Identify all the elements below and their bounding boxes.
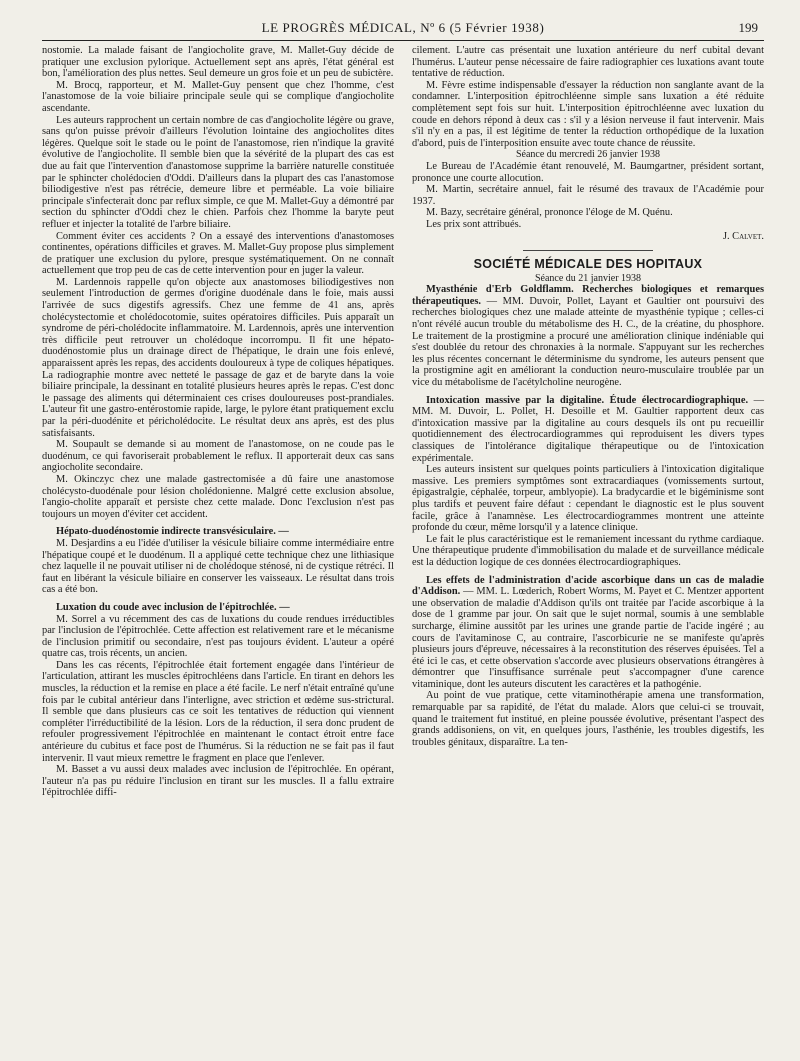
author-signature: J. Calvet. [722,230,764,242]
paragraph: Le fait le plus caractéristique est le remaniement incessant du rythme cardiaque. Une thérapeutique prudente d'immobilisation du malade et de surveillance médicale est la déduction logique de ces données électrocardiographiques. [412,533,764,568]
paragraph: M. Brocq, rapporteur, et M. Mallet-Guy pensent que chez l'homme, c'est l'anastomose de la voie biliaire principale seule qui se complique d'angiocholite ascendante. [42,79,394,114]
paragraph: M. Bazy, secrétaire général, prononce l'éloge de M. Quénu. [426,207,673,219]
journal-page [0,6,800,1061]
paragraph: M. Martin, secrétaire annuel, fait le résumé des travaux de l'Académie pour 1937. [412,184,764,207]
header-rule [42,40,764,41]
running-title: LE PROGRÈS MÉDICAL, Nº 6 (5 Février 1938) [261,20,545,35]
paragraph-text: — MM. L. Lœderich, Robert Worms, M. Payet et C. Mentzer apportent une observation de maladie d'Addison qu'ils ont traitée par l'acide ascorbique à la dose de 1 gramme par jour. On sait que le sujet normal, soumis à une semblable surcharge, élimine aussitôt par les urines une grande partie de l'acide ingéré ; au cours de l'avitaminose C, au contraire, l'ascorbicurie ne se manifeste qu'après plusieurs jours d'épreuve, nécessaires à la reconstitution des réserves épuisées. Tel a été ici le cas, et cette observation s'accorde avec plusieurs observations étrangères à démontrer que l'insuffisance surrénale peut s'accompagner d'une carence vitaminique, dont les auteurs discutent les caractères et la pathogénie. [412,586,764,690]
session-date: Séance du 21 janvier 1938 [534,272,642,284]
section-heading: Luxation du coude avec inclusion de l'épitrochlée. — [56,601,290,613]
paragraph: M. Lardennois rappelle qu'on objecte aux anastomoses biliodigestives non seulement l'introduction de germes d'origine duodénale dans le foie, mais aussi l'arrivée de sucs digestifs agressifs. Chez une femme de 41 ans, après cholécystectomie et cholédocotomie, suites opératoires difficiles. Puis apparaît un syndrome de péri-cholédocite inflammatoire. M. Lardennois, après une intervention très difficile peut retrouver un cholédoque incorrompu. Il fit une hépato-duodénostomie plus un drainage direct de l'hépatique, le drain une fois enlevé, apparaissent après les repas, des accidents douloureux à type de coliques hépatiques. La radiographie montre avec netteté le passage de gaz et de baryte dans la voie biliaire principale, la dessinant en totalité plusieurs heures après le repas. C'est donc le passage des aliments qui déterminaient ces crises douloureuses post-prandiales. L'auteur fit une gastro-entérostomie rapide, large, le pylore étant pratiquement exclu par la péri-duodénite et péricholédocite. Le résultat deux ans après, est des plus satisfaisants. [42,276,394,439]
session-date: Séance du mercredi 26 janvier 1938 [515,149,661,161]
page-header [42,6,764,40]
paragraph: cilement. L'autre cas présentait une luxation antérieure du nerf cubital devant l'humérus. L'auteur pense nécessaire de faire radiographier ces luxations avant toute tentative de réduction. [412,45,764,80]
paragraph: Les auteurs rapprochent un certain nombre de cas d'angiocholite légère ou grave, sans qu'on puisse prévoir d'ailleurs l'évolution lointaine des angiocholites dites légères. Quelque soit le stade ou le point de l'anastomose, rien n'indique la gravité évolutive de l'angiocholite. Il semble bien que la sévérité de la plupart des cas est due au fait que l'intervention d'anastomose supprime la barrière naturelle constituée par le sphincter cholédocien d'Oddi. D'ailleurs dans la plupart des cas l'anastomose biliodigestive n'est pas rétrécie, demeure libre et perméable. La voie biliaire principale s'infecterait donc par reflux simple, ce que M. Mallet-Guy a démontré par section du sphincter d'Oddi chez le chien. Parfois chez l'homme la baryte peut refluer et injecter la totalité de l'arbre biliaire. [42,114,394,230]
section-heading: Myasthénie d'Erb Goldflamm. Recherches biologiques et remarques thérapeutiques. [412,284,764,307]
paragraph-text: — MM. Duvoir, Pollet, Layant et Gaultier ont poursuivi des recherches biologiques chez une malade atteinte de myasthénie typique ; celles-ci n'ont révélé aucun trouble du métabolisme des H. C., de la créatine, du phosphore. Le traitement de la prostigmine a procuré une amélioration clinique indéniable qui s'est doublée du retour des chronaxies à la normale. S'appuyant sur les recherches les plus récentes concernant le déterminisme du syndrome, les auteurs pensent que la prostigmine agit en améliorant la conduction neuro-musculaire troublée par un vice du métabolisme de l'acétylcholine neurogène. [412,295,764,389]
paragraph: Dans les cas récents, l'épitrochlée était fortement engagée dans l'intérieur de l'articulation, attirant les muscles épitrochléens dans l'article. En tirant en dehors les muscles, la réduction et la remise en place a été facile. Le nerf n'était entraîné qu'une fois par le cubital antérieur dans l'interligne, avec striction et œdème sus-strictural. Il semble que dans plusieurs cas ce soit les tentatives de réduction qui viennent compléter l'irréductibilité de la lésion. Lors de la réduction, il sera donc prudent de refouler progressivement l'épitrochlée en maintenant le contact étroit entre face antérieure du cubitus et face post de l'humérus. Si la réduction ne se fait pas il faut intervenir. Il vaut mieux remettre le fragment en place que l'enlever. [42,659,394,764]
paragraph: M. Sorrel a vu récemment des cas de luxations du coude rendues irréductibles par l'inclusion de l'épitrochlée. Cette affection est relativement rare et le mécanisme de l'inclusion primitif ou secondaire, n'est pas toujours évident. L'auteur a opéré quatre cas, trois récents, un ancien. [42,613,394,660]
paragraph: M. Fèvre estime indispensable d'essayer la réduction non sanglante avant de la condamner. L'interposition épitrochléenne simple sans luxation a été réduite complètement sept fois sur huit. L'interposition épitrochléenne avec luxation du coude en dehors répond à deux cas : s'il y a lésion nerveuse il faut intervenir. Mais s'il n'y en a pas, il est légitime de tenter la réduction orthopédique de la luxation d'abord, puis de l'interposition ensuite avec toute chance de réussite. [412,79,764,149]
two-column-body [42,45,764,799]
paragraph [412,284,764,388]
paragraph: Comment éviter ces accidents ? On a essayé des interventions d'anastomoses continentes, opérations difficiles et graves. M. Mallet-Guy propose plus simplement de pratiquer une exclusion du pylore, presque systématiquement. On ne connaît actuellement que trop peu de cas de cette intervention pour en juger la valeur. [42,230,394,277]
paragraph [412,575,764,691]
paragraph: M. Desjardins a eu l'idée d'utiliser la vésicule biliaire comme intermédiaire entre l'hépatique coupé et le duodénum. Il a appliqué cette technique chez une lithiasique chez laquelle il ne pouvait utiliser ni de cholédoque sténosé, ni de cystique rétréci. Il faut en libérant la vésicule biliaire en conserver les vaisseaux. Le résultat dans trois cas a été bon. [42,537,394,596]
paragraph: Le Bureau de l'Académie étant renouvelé, M. Baumgartner, président sortant, prononce une courte allocution. [412,160,764,184]
paragraph: Les auteurs insistent sur quelques points particuliers à l'intoxication digitalique massive. Les premiers symptômes sont extracardiaques (vomissements surtout, épigastralgie, céphalée, torpeur, amblyopie). La bradycardie et le bigéminisme sont plus tardifs et peuvent faire défaut : cependant le diagnostic est le plus souvent facile, grâce à l'anamnèse. Les électrocardiogrammes montrent une atteinte profonde du cœur, même lorsqu'il y a latence clinique. [412,464,764,534]
right-column [412,45,764,799]
paragraph: M. Okinczyc chez une malade gastrectomisée a dû faire une anastomose cholécysto-duodénale pour lésion cholédonienne. Malgré cette exclusion absolue, l'angio-cholite apparaît et persiste chez cette malade. Donc l'exclusion n'est pas toujours un moyen d'éviter cet accident. [42,473,394,520]
paragraph: nostomie. La malade faisant de l'angiocholite grave, M. Mallet-Guy décide de pratiquer une exclusion pylorique. Actuellement sept ans après, l'état général est bon, l'amélioration des plus nettes. Seul demeure un gros foie et un peu de subictère. [42,45,394,80]
section-heading: Les effets de l'administration d'acide ascorbique dans un cas de maladie d'Addison. [412,574,764,598]
section-divider [523,250,653,251]
page-number: 199 [738,20,758,35]
left-column [42,45,394,799]
paragraph [412,395,764,465]
paragraph: M. Basset a vu aussi deux malades avec inclusion de l'épitrochlée. En opérant, l'auteur n'a pas pu réduire l'inclusion en tirant sur les muscles. Il a fallu extraire l'épitrochlée diffi- [42,764,394,799]
section-heading: Hépato-duodénostomie indirecte transvésiculaire. — [56,526,289,538]
society-title: SOCIÉTÉ MÉDICALE DES HOPITAUX [473,257,703,272]
paragraph: M. Soupault se demande si au moment de l'anastomose, on ne coude pas le duodénum, ce qui favoriserait probablement le reflux. Il apporterait deux cas sans angiocholite secondaire. [42,439,394,474]
paragraph-text: — MM. M. Duvoir, L. Pollet, H. Desoille et M. Gaultier rapportent deux cas d'intoxication massive par la digitaline au cours desquels ils ont pu recueillir quotidiennement des électrocardiogrammes qui reproduisent les divers types classiques de l'intolérance digitalique thérapeutique ou de l'intoxication expérimentale. [412,394,764,464]
section-heading: Intoxication massive par la digitaline. Étude électrocardiographique. [426,394,749,406]
paragraph: Les prix sont attribués. [426,218,522,230]
paragraph: Au point de vue pratique, cette vitaminothérapie amena une transformation, remarquable par sa rapidité, de l'état du malade. Alors que celui-ci se trouvait, quand le traitement fut institué, en pleine poussée évolutive, présentant l'aspect des grands addisoniens, on vit, en quelques jours, l'asthénie, les troubles digestifs, les troubles génitaux, disparaître. La ten- [412,690,764,748]
